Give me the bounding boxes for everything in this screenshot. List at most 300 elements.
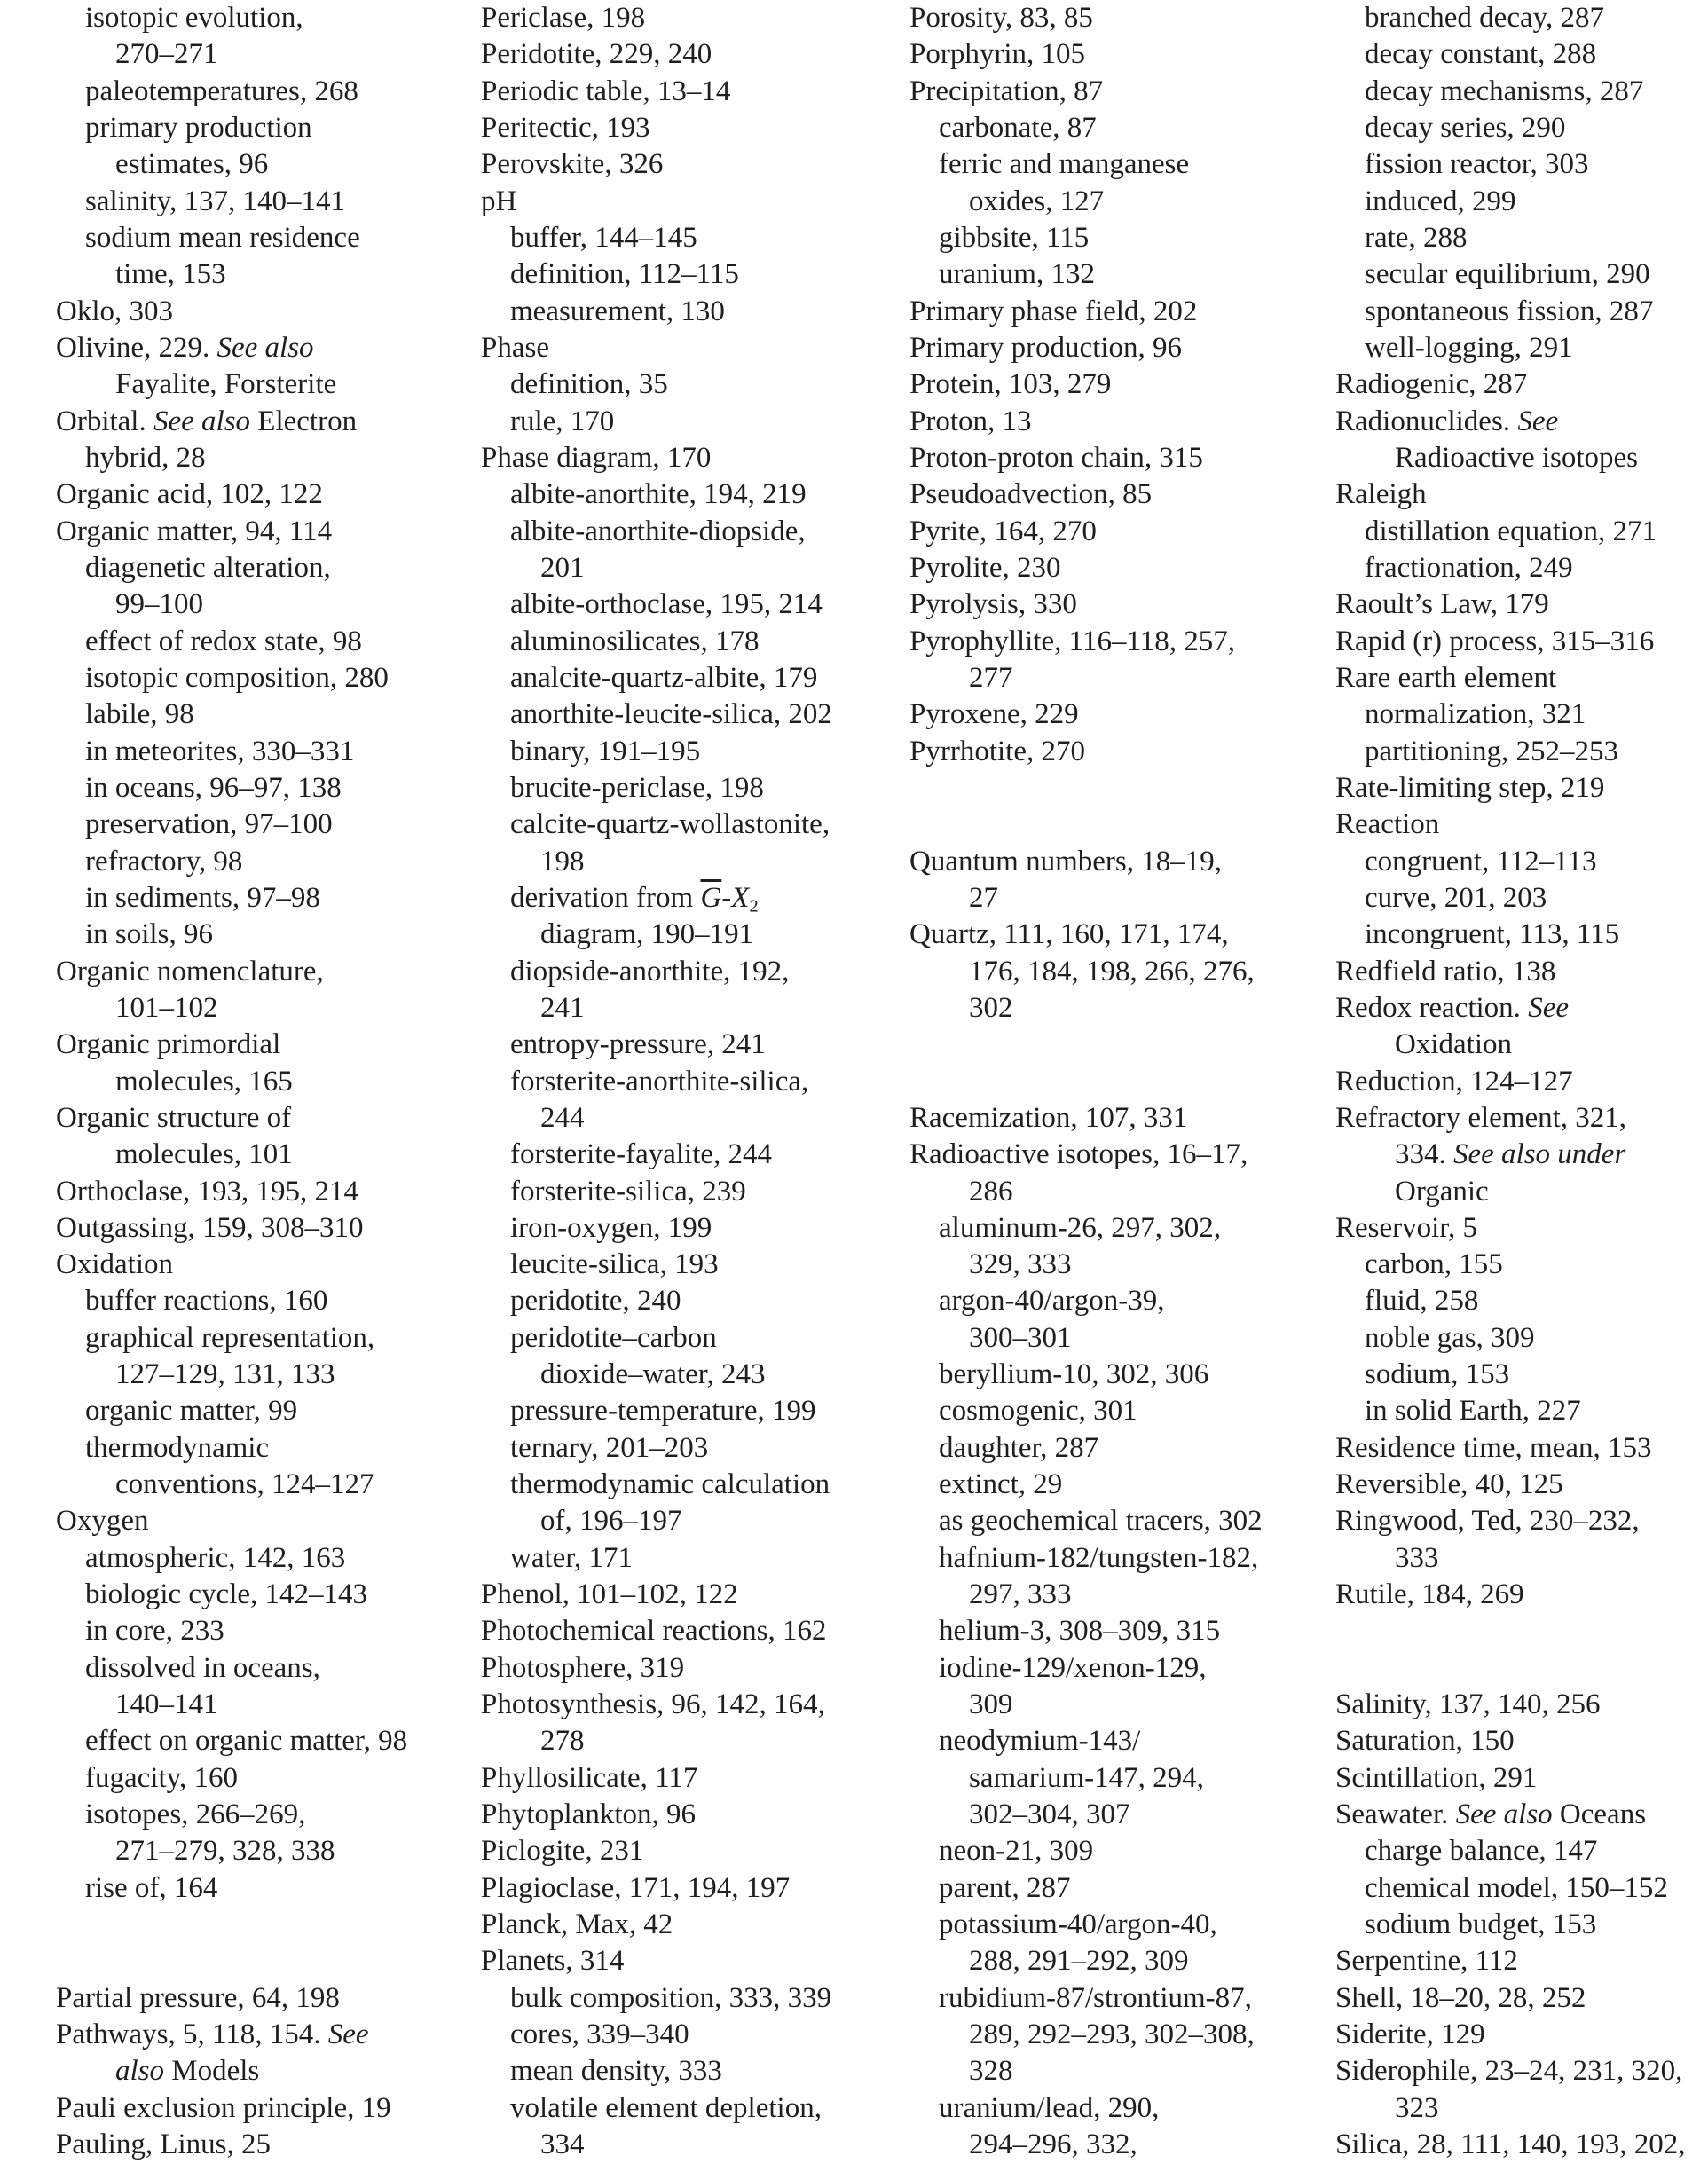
index-line	[56, 1687, 473, 1723]
index-line	[1335, 1174, 1708, 1210]
entry-text: graphical representation,	[85, 1321, 375, 1354]
index-line	[481, 660, 898, 696]
index-line	[56, 1064, 473, 1100]
index-line	[56, 1320, 473, 1357]
entry-text: X	[731, 881, 750, 914]
index-line	[56, 1027, 473, 1063]
index-line	[56, 1540, 473, 1577]
index-line	[909, 110, 1326, 146]
entry-text: Peridotite, 229, 240	[481, 38, 712, 71]
index-line	[481, 1247, 898, 1283]
index-line	[56, 2090, 473, 2127]
index-line	[909, 880, 1326, 917]
entry-text: Pyrolysis, 330	[909, 588, 1077, 621]
blank-line	[56, 1943, 473, 1979]
index-line	[56, 1723, 473, 1759]
entry-text: dissolved in oceans,	[85, 1651, 320, 1684]
index-column-2	[481, 0, 898, 2163]
index-column-3	[909, 0, 1326, 2163]
blank-line	[909, 770, 1326, 807]
entry-text: in solid Earth, 227	[1365, 1395, 1581, 1428]
index-line	[56, 734, 473, 770]
index-line	[481, 2127, 898, 2163]
entry-text: Pseudoadvection, 85	[909, 478, 1153, 511]
entry-text: Pyrophyllite, 116–118, 257,	[909, 625, 1235, 657]
entry-text: analcite-quartz-albite, 179	[510, 661, 818, 694]
index-line	[1335, 1503, 1708, 1539]
entry-text: Serpentine, 112	[1335, 1945, 1518, 1978]
entry-text: bulk composition, 333, 339	[510, 1981, 832, 2014]
entry-text: Reversible, 40, 125	[1335, 1468, 1563, 1501]
entry-text: preservation, 97–100	[85, 808, 333, 841]
entry-text: rate, 288	[1365, 221, 1468, 254]
index-line	[1335, 1980, 1708, 2017]
index-line	[1335, 146, 1708, 183]
index-line	[481, 1980, 898, 2017]
entry-text: Racemization, 107, 331	[909, 1101, 1188, 1134]
index-line	[481, 550, 898, 586]
index-line	[1335, 220, 1708, 256]
entry-text: Rare earth element	[1335, 661, 1557, 694]
index-line	[56, 1650, 473, 1687]
entry-text: Organic matter, 94, 114	[56, 515, 333, 547]
entry-text: Models	[164, 2055, 260, 2088]
entry-text: forsterite-silica, 239	[510, 1175, 746, 1208]
entry-text: Quartz, 111, 160, 171, 174,	[909, 918, 1229, 951]
index-line	[909, 1613, 1326, 1649]
index-line	[909, 734, 1326, 770]
index-line	[481, 1833, 898, 1869]
entry-text: gibbsite, 115	[939, 221, 1090, 254]
entry-text: Planets, 314	[481, 1945, 625, 1978]
entry-text: brucite-periclase, 198	[510, 771, 764, 804]
index-line	[481, 1797, 898, 1833]
entry-text: Organic	[1395, 1175, 1489, 1208]
entry-text: Fayalite, Forsterite	[115, 368, 337, 401]
entry-text: Phytoplankton, 96	[481, 1798, 697, 1831]
entry-text: Phenol, 101–102, 122	[481, 1578, 738, 1611]
index-line	[909, 2053, 1326, 2089]
entry-text: 334.	[1395, 1138, 1453, 1171]
index-line	[481, 1430, 898, 1467]
index-line	[909, 990, 1326, 1027]
index-line	[56, 624, 473, 660]
index-line	[909, 586, 1326, 623]
entry-text: in meteorites, 330–331	[85, 735, 355, 767]
entry-text: noble gas, 309	[1365, 1321, 1535, 1354]
entry-text: Saturation, 150	[1335, 1725, 1515, 1758]
index-line	[909, 1100, 1326, 1137]
entry-text: dioxide–water, 243	[540, 1358, 766, 1391]
entry-text: 27	[969, 881, 998, 914]
entry-text: buffer, 144–145	[510, 221, 697, 254]
index-line	[481, 624, 898, 660]
entry-text: potassium-40/argon-40,	[939, 1908, 1217, 1941]
index-line	[1335, 110, 1708, 146]
entry-text: Pyrrhotite, 270	[909, 735, 1085, 767]
entry-text: time, 153	[115, 258, 226, 291]
entry-text: oxides, 127	[969, 185, 1105, 217]
entry-text: parent, 287	[939, 1871, 1071, 1904]
entry-text: pressure-temperature, 199	[510, 1395, 816, 1428]
entry-text: uranium, 132	[939, 258, 1095, 291]
index-line	[56, 1174, 473, 1210]
entry-text: in core, 233	[85, 1615, 224, 1648]
entry-text: fractionation, 249	[1365, 551, 1573, 584]
entry-text: 329, 333	[969, 1248, 1072, 1281]
index-line	[1335, 36, 1708, 73]
entry-text: cosmogenic, 301	[939, 1395, 1137, 1428]
index-line	[909, 220, 1326, 256]
entry-text: Phase	[481, 331, 549, 364]
index-line	[481, 1320, 898, 1357]
index-line	[481, 1027, 898, 1063]
index-line	[56, 696, 473, 733]
entry-text: helium-3, 308–309, 315	[939, 1615, 1221, 1648]
index-line	[1335, 2053, 1708, 2089]
index-line	[56, 1613, 473, 1649]
entry-text: distillation equation, 271	[1365, 515, 1657, 547]
entry-text: partitioning, 252–253	[1365, 735, 1618, 767]
index-line	[1335, 440, 1708, 476]
entry-text: measurement, 130	[510, 295, 725, 327]
index-line	[481, 1723, 898, 1759]
entry-text: Orthoclase, 193, 195, 214	[56, 1175, 358, 1208]
entry-text: peridotite–carbon	[510, 1321, 717, 1354]
index-line	[481, 2090, 898, 2127]
index-line	[909, 917, 1326, 953]
entry-text: ternary, 201–203	[510, 1431, 709, 1464]
entry-text: daughter, 287	[939, 1431, 1099, 1464]
entry-text: Shell, 18–20, 28, 252	[1335, 1981, 1586, 2014]
index-line	[1335, 404, 1708, 440]
index-line	[1335, 624, 1708, 660]
entry-text: organic matter, 99	[85, 1395, 298, 1428]
entry-text: neon-21, 309	[939, 1835, 1094, 1868]
index-line	[56, 294, 473, 330]
entry-text: Reaction	[1335, 808, 1440, 841]
entry-text: 270–271	[115, 38, 218, 71]
index-line	[56, 2053, 473, 2089]
entry-text: uranium/lead, 290,	[939, 2091, 1160, 2124]
index-line	[1335, 330, 1708, 366]
entry-text: 300–301	[969, 1321, 1072, 1354]
entry-text: 140–141	[115, 1688, 218, 1721]
index-line	[1335, 256, 1708, 293]
entry-text: 294–296, 332,	[969, 2129, 1137, 2161]
entry-text: biologic cycle, 142–143	[85, 1578, 368, 1611]
entry-text: 278	[540, 1725, 585, 1758]
index-line	[56, 1357, 473, 1393]
entry-text: ferric and manganese	[939, 148, 1190, 181]
index-line	[56, 404, 473, 440]
index-line	[481, 1137, 898, 1173]
index-line	[909, 1687, 1326, 1723]
entry-text: well-logging, 291	[1365, 331, 1573, 364]
index-line	[1335, 990, 1708, 1027]
index-line	[481, 220, 898, 256]
index-line	[1335, 1100, 1708, 1137]
index-line	[1335, 1027, 1708, 1063]
entry-text: Primary production, 96	[909, 331, 1183, 364]
index-line	[909, 36, 1326, 73]
entry-text: cores, 339–340	[510, 2018, 689, 2051]
index-line	[909, 1980, 1326, 2017]
index-line	[481, 1687, 898, 1723]
entry-text: diagram, 190–191	[540, 918, 754, 951]
entry-text: 271–279, 328, 338	[115, 1835, 335, 1868]
entry-text: -	[721, 881, 732, 914]
index-line	[481, 770, 898, 807]
entry-text: spontaneous fission, 287	[1365, 295, 1654, 327]
entry-text: mean density, 333	[510, 2055, 722, 2088]
index-line	[909, 550, 1326, 586]
index-line	[909, 2017, 1326, 2053]
entry-text: Proton, 13	[909, 405, 1032, 437]
index-line	[56, 146, 473, 183]
entry-text: Redfield ratio, 138	[1335, 955, 1556, 988]
entry-text: diopside-anorthite, 192,	[510, 955, 790, 988]
entry-text: 176, 184, 198, 266, 276,	[969, 955, 1255, 988]
index-line	[481, 1357, 898, 1393]
entry-text: argon-40/argon-39,	[939, 1285, 1165, 1318]
index-line	[56, 1760, 473, 1797]
index-line	[909, 2090, 1326, 2127]
index-line	[1335, 184, 1708, 220]
entry-text: 2	[749, 896, 759, 917]
index-line	[909, 1870, 1326, 1907]
entry-text: 198	[540, 845, 585, 877]
index-line	[1335, 0, 1708, 36]
index-line	[56, 366, 473, 403]
entry-text: Oxidation	[56, 1248, 173, 1281]
entry-text: definition, 35	[510, 368, 668, 401]
entry-text: Photosphere, 319	[481, 1651, 685, 1684]
entry-text: See	[1517, 405, 1559, 437]
entry-text: calcite-quartz-wollastonite,	[510, 808, 830, 841]
entry-text: Pyrolite, 230	[909, 551, 1061, 584]
entry-text: See	[1528, 991, 1569, 1024]
entry-text: Electron	[250, 405, 358, 437]
index-line	[481, 1503, 898, 1539]
index-line	[1335, 807, 1708, 843]
entry-text: sodium budget, 153	[1365, 1908, 1597, 1941]
entry-text: thermodynamic	[85, 1431, 270, 1464]
entry-text: iodine-129/xenon-129,	[939, 1651, 1207, 1684]
index-line	[909, 1137, 1326, 1173]
index-line	[1335, 917, 1708, 953]
index-line	[481, 2017, 898, 2053]
entry-text: albite-anorthite-diopside,	[510, 515, 806, 547]
index-line	[1335, 1467, 1708, 1503]
index-line	[1335, 1357, 1708, 1393]
index-line	[1335, 476, 1708, 513]
index-line	[481, 734, 898, 770]
index-line	[909, 330, 1326, 366]
index-line	[909, 404, 1326, 440]
index-line	[481, 1613, 898, 1649]
index-line	[1335, 294, 1708, 330]
entry-text: salinity, 137, 140–141	[85, 185, 346, 217]
entry-text: 286	[969, 1175, 1013, 1208]
entry-text: Oceans	[1552, 1798, 1647, 1831]
entry-text: Organic structure of	[56, 1101, 292, 1134]
entry-text: curve, 201, 203	[1365, 881, 1547, 914]
index-line	[1335, 1210, 1708, 1247]
entry-text: induced, 299	[1365, 185, 1516, 217]
entry-text: Pyroxene, 229	[909, 698, 1079, 731]
index-line	[1335, 2090, 1708, 2127]
index-line	[909, 366, 1326, 403]
entry-text: 101–102	[115, 991, 218, 1024]
index-line	[481, 807, 898, 843]
index-line	[909, 184, 1326, 220]
entry-text: Pyrite, 164, 270	[909, 515, 1097, 547]
index-line	[909, 1833, 1326, 1869]
entry-text: anorthite-leucite-silica, 202	[510, 698, 832, 731]
entry-text: Planck, Max, 42	[481, 1908, 673, 1941]
entry-text: Pathways, 5, 118, 154.	[56, 2018, 328, 2051]
index-line	[56, 660, 473, 696]
entry-text: Olivine, 229.	[56, 331, 217, 364]
index-line	[481, 844, 898, 880]
entry-text: Oxidation	[1395, 1028, 1512, 1061]
index-line	[481, 184, 898, 220]
blank-line	[909, 807, 1326, 843]
index-line	[481, 366, 898, 403]
index-line	[909, 1577, 1326, 1613]
entry-text: See also	[1455, 1798, 1553, 1831]
index-line	[56, 514, 473, 550]
entry-text: Plagioclase, 171, 194, 197	[481, 1871, 791, 1904]
entry-text: in soils, 96	[85, 918, 213, 951]
entry-text: Oxygen	[56, 1505, 149, 1538]
entry-text: samarium-147, 294,	[969, 1761, 1204, 1794]
index-line	[909, 0, 1326, 36]
entry-text: in sediments, 97–98	[85, 881, 320, 914]
index-line	[56, 1393, 473, 1429]
entry-text: Porphyrin, 105	[909, 38, 1085, 71]
index-line	[1335, 770, 1708, 807]
entry-text: 297, 333	[969, 1578, 1072, 1611]
index-line	[909, 1357, 1326, 1393]
index-line	[1335, 1247, 1708, 1283]
index-line	[1335, 2127, 1708, 2163]
index-line	[481, 294, 898, 330]
index-line	[56, 2127, 473, 2163]
index-line	[56, 220, 473, 256]
index-line	[56, 1577, 473, 1613]
entry-text: diagenetic alteration,	[85, 551, 331, 584]
entry-text: Rutile, 184, 269	[1335, 1578, 1524, 1611]
entry-text: incongruent, 113, 115	[1365, 918, 1620, 951]
entry-text: Reduction, 124–127	[1335, 1065, 1573, 1098]
entry-text: albite-orthoclase, 195, 214	[510, 588, 823, 621]
entry-text: 323	[1395, 2091, 1439, 2124]
entry-text: See	[327, 2018, 369, 2051]
index-line	[909, 1430, 1326, 1467]
entry-text: Orbital.	[56, 405, 153, 437]
entry-text: also	[115, 2055, 165, 2088]
entry-text: binary, 191–195	[510, 735, 701, 767]
index-line	[481, 1393, 898, 1429]
entry-text: paleotemperatures, 268	[85, 75, 358, 107]
index-line	[56, 1467, 473, 1503]
index-line	[909, 1907, 1326, 1943]
index-line	[481, 1064, 898, 1100]
entry-text: congruent, 112–113	[1365, 845, 1597, 877]
blank-line	[1335, 1650, 1708, 1687]
index-line	[1335, 696, 1708, 733]
index-line	[56, 330, 473, 366]
entry-text: iron-oxygen, 199	[510, 1211, 712, 1244]
index-column-4	[1335, 0, 1708, 2163]
entry-text: Outgassing, 159, 308–310	[56, 1211, 364, 1244]
entry-text: Scintillation, 291	[1335, 1761, 1538, 1794]
index-line	[909, 440, 1326, 476]
index-line	[909, 1320, 1326, 1357]
index-line	[909, 1650, 1326, 1687]
entry-text: Ringwood, Ted, 230–232,	[1335, 1505, 1640, 1538]
index-line	[1335, 1797, 1708, 1833]
entry-text: molecules, 165	[115, 1065, 293, 1098]
entry-text: Quantum numbers, 18–19,	[909, 845, 1222, 877]
entry-text: hafnium-182/tungsten-182,	[939, 1541, 1259, 1574]
index-line	[56, 1283, 473, 1319]
index-line	[909, 294, 1326, 330]
entry-text: Refractory element, 321,	[1335, 1101, 1627, 1134]
index-line	[909, 514, 1326, 550]
entry-text: carbon, 155	[1365, 1248, 1503, 1281]
index-line	[481, 256, 898, 293]
entry-text: extinct, 29	[939, 1468, 1063, 1501]
index-line	[1335, 74, 1708, 110]
entry-text: 241	[540, 991, 585, 1024]
index-line	[481, 476, 898, 513]
entry-text: 277	[969, 661, 1013, 694]
blank-line	[909, 1064, 1326, 1100]
index-line	[481, 696, 898, 733]
index-line	[1335, 1064, 1708, 1100]
index-line	[481, 586, 898, 623]
entry-text: rule, 170	[510, 405, 615, 437]
entry-text: branched decay, 287	[1365, 2, 1604, 34]
entry-text: sodium mean residence	[85, 221, 360, 254]
index-line	[481, 1943, 898, 1979]
index-line	[56, 807, 473, 843]
entry-text: albite-anorthite, 194, 219	[510, 478, 807, 511]
index-line	[56, 1430, 473, 1467]
entry-text: as geochemical tracers, 302	[939, 1505, 1263, 1538]
entry-text: Pauli exclusion principle, 19	[56, 2091, 391, 2124]
index-line	[1335, 1320, 1708, 1357]
entry-text: rise of, 164	[85, 1871, 218, 1904]
index-line	[56, 1870, 473, 1907]
entry-text: Piclogite, 231	[481, 1835, 644, 1868]
index-line	[481, 0, 898, 36]
index-line	[909, 146, 1326, 183]
index-line	[481, 110, 898, 146]
blank-line	[909, 1027, 1326, 1063]
index-line	[481, 514, 898, 550]
index-line	[909, 1174, 1326, 1210]
entry-text: 334	[540, 2129, 585, 2161]
entry-text: derivation from	[510, 881, 701, 914]
entry-text: buffer reactions, 160	[85, 1285, 328, 1318]
entry-text: of, 196–197	[540, 1505, 682, 1538]
index-line	[1335, 954, 1708, 990]
index-line	[56, 1797, 473, 1833]
